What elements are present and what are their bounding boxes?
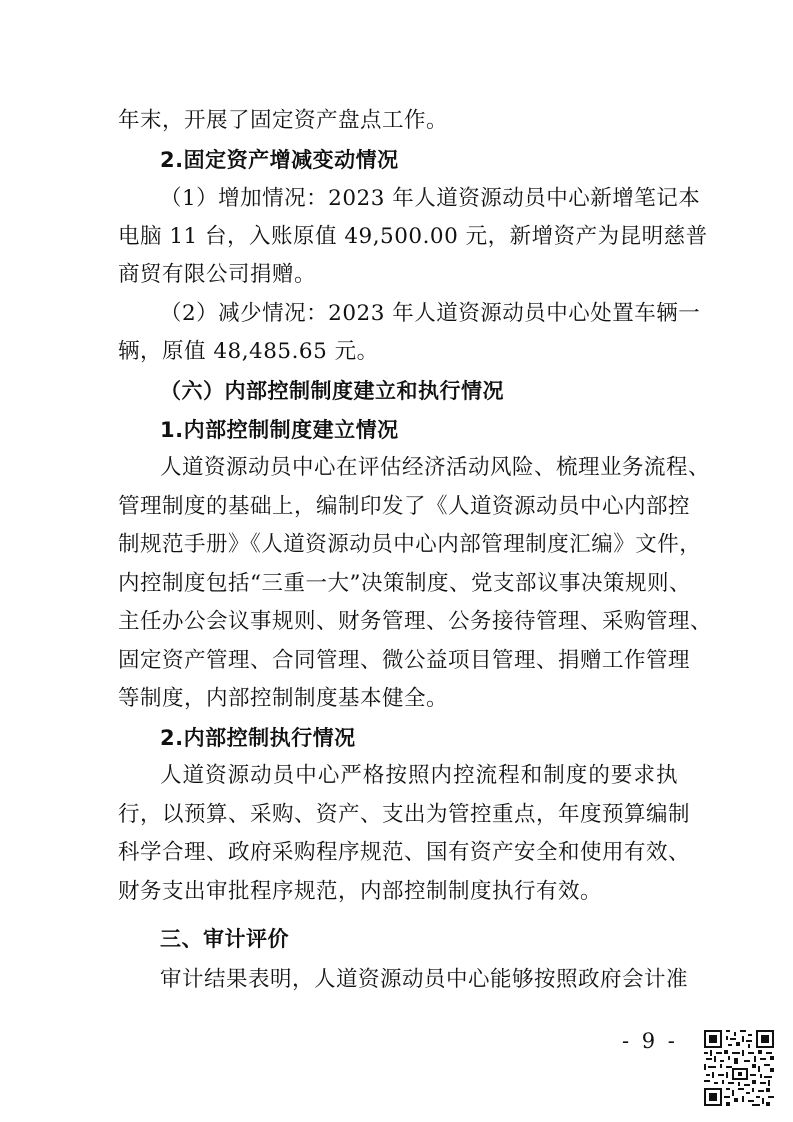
para-text-line: 人道资源动员中心在评估经济活动风险、梳理业务流程、: [160, 455, 711, 480]
para-text-line: 制规范手册》《人道资源动员中心内部管理制度汇编》文件，: [118, 532, 702, 557]
para-text-line: 内控制度包括“三重一大”决策制度、党支部议事决策规则、: [118, 571, 691, 596]
section-heading-internal-control: （六）内部控制制度建立和执行情况: [160, 379, 504, 403]
para-text-line: 主任办公会议事规则、财务管理、公务接待管理、采购管理、: [118, 609, 713, 634]
qr-code-icon: [704, 1030, 774, 1106]
subheading-control-establishment: 1.内部控制制度建立情况: [160, 418, 399, 442]
para-text-line: 商贸有限公司捐赠。: [118, 262, 317, 287]
para-text-line: 辆，原值 48,485.65 元。: [118, 339, 379, 364]
subheading-control-execution: 2.内部控制执行情况: [160, 726, 356, 750]
para-text-line: 财务支出审批程序规范，内部控制制度执行有效。: [118, 879, 603, 904]
para-text-line: 人道资源动员中心严格按照内控流程和制度的要求执: [160, 763, 678, 788]
para-text-line: 年末，开展了固定资产盘点工作。: [118, 108, 449, 133]
para-text-line: （1）增加情况：2023 年人道资源动员中心新增笔记本: [160, 186, 701, 211]
para-text-line: （2）减少情况：2023 年人道资源动员中心处置车辆一: [160, 301, 701, 326]
para-text-line: 电脑 11 台，入账原值 49,500.00 元，新增资产为昆明慈普: [118, 224, 708, 249]
page-number: - 9 -: [622, 1029, 678, 1053]
para-text-line: 管理制度的基础上，编制印发了《人道资源动员中心内部控: [118, 494, 691, 519]
para-text-line: 科学合理、政府采购程序规范、国有资产安全和使用有效、: [118, 840, 691, 865]
para-text-line: 行，以预算、采购、资产、支出为管控重点，年度预算编制: [118, 802, 691, 827]
para-text-line: 固定资产管理、合同管理、微公益项目管理、捐赠工作管理: [118, 648, 691, 673]
subheading-asset-changes: 2.固定资产增减变动情况: [160, 148, 399, 172]
para-text-line: 等制度，内部控制制度基本健全。: [118, 686, 449, 711]
section-heading-audit-evaluation: 三、审计评价: [160, 927, 289, 951]
para-text-line: 审计结果表明，人道资源动员中心能够按照政府会计准: [160, 967, 689, 992]
